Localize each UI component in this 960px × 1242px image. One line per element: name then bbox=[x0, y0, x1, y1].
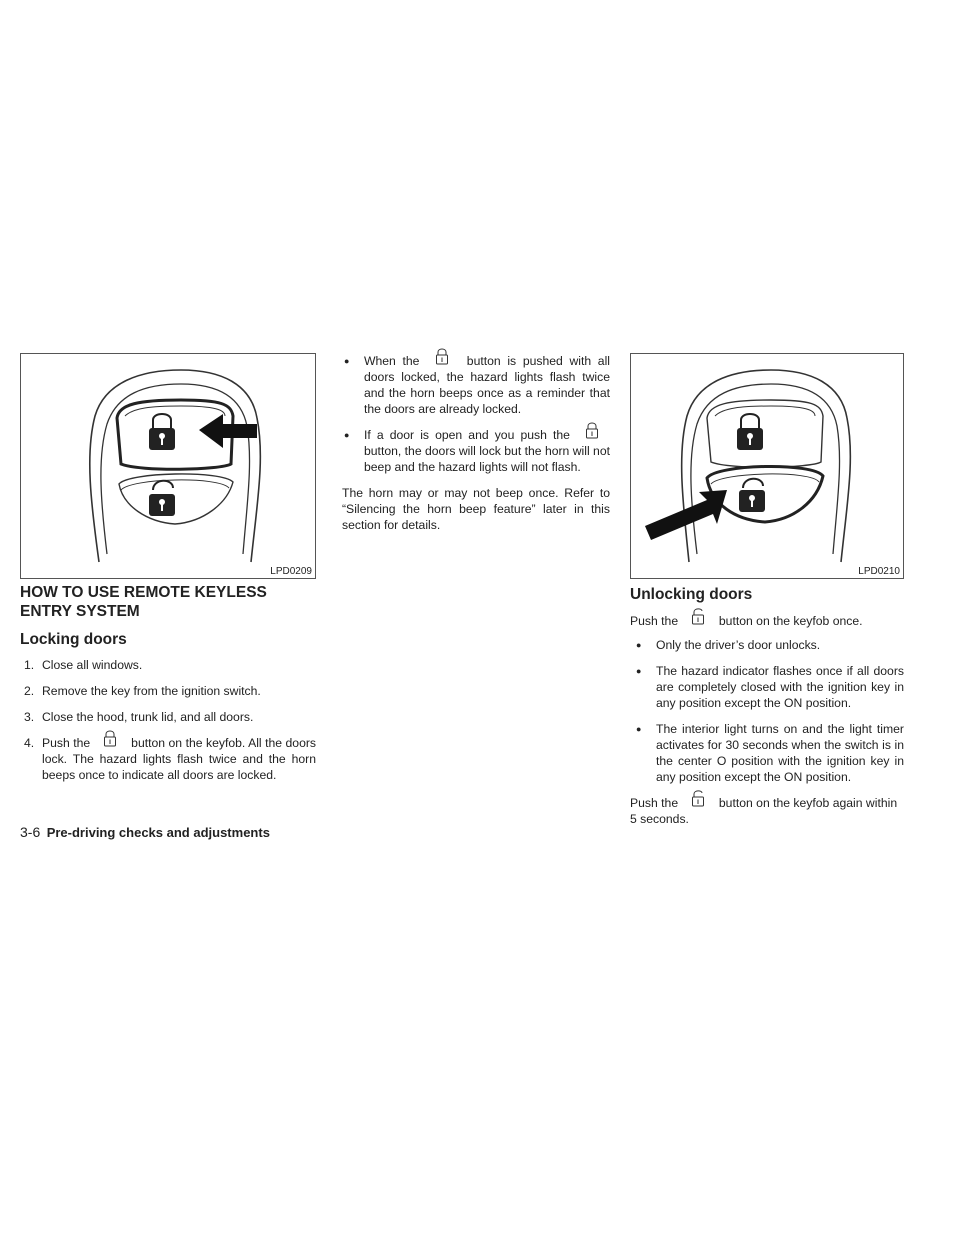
bullet: ● bbox=[344, 356, 350, 366]
figure-keyfob-unlock bbox=[630, 353, 904, 579]
left-column bbox=[20, 583, 316, 783]
bullet: ● bbox=[636, 724, 642, 734]
unlock-button-icon bbox=[682, 797, 716, 807]
list-item: ● The hazard indicator flashes once if all doors are completely closed with the ignition key in any position except the ON position. bbox=[636, 664, 904, 710]
horn-note-paragraph: The horn may or may not beep once. Refer to “Silencing the horn beep feature” later in this section for details. bbox=[342, 486, 610, 532]
unlock-outro: Push the button on the keyfob again within 5 seconds. bbox=[630, 795, 904, 827]
step-number: 2. bbox=[24, 684, 35, 698]
unlocking-doors-heading: Unlocking doors bbox=[630, 586, 753, 603]
figure-code: LPD0210 bbox=[858, 566, 900, 577]
list-item bbox=[24, 683, 316, 699]
list-item bbox=[24, 735, 316, 783]
figure-keyfob-lock bbox=[20, 353, 316, 579]
step-text: Remove the key from the ignition switch. bbox=[42, 684, 261, 698]
bullet: ● bbox=[636, 640, 642, 650]
right-column bbox=[630, 585, 904, 827]
section-heading: HOW TO USE REMOTE KEYLESS ENTRY SYSTEM bbox=[20, 584, 267, 620]
step-text: Push the button on the keyfob. All the doors lock. The hazard lights flash twice and the horn beeps once to indicate all doors are locked. bbox=[42, 735, 316, 783]
keyfob-unlock-illustration bbox=[631, 354, 903, 578]
section-title: Pre-driving checks and adjustments bbox=[46, 825, 270, 840]
page-number: 3-6 bbox=[20, 824, 41, 840]
step-text: Close the hood, trunk lid, and all doors. bbox=[42, 710, 254, 724]
lock-button-icon bbox=[426, 355, 460, 365]
step-number: 4. bbox=[24, 736, 35, 750]
list-item: ● The interior light turns on and the light timer activates for 30 seconds when the switch is in the center O position with the ignition key in any position except the ON position. bbox=[636, 722, 904, 784]
list-item: ● If a door is open and you push the button, the doors will lock but the horn will not beep and the hazard lights will not flash. bbox=[342, 427, 610, 475]
figure-code: LPD0209 bbox=[270, 566, 312, 577]
lock-button-icon bbox=[94, 737, 128, 747]
locking-doors-heading: Locking doors bbox=[20, 631, 127, 648]
keyfob-lock-illustration bbox=[21, 354, 315, 578]
unlock-bullets-list bbox=[630, 637, 904, 785]
list-item bbox=[24, 709, 316, 725]
lock-button-icon bbox=[576, 429, 610, 439]
step-text: Close all windows. bbox=[42, 658, 143, 672]
list-item: ● When the button is pushed with all doors locked, the hazard lights flash twice and the horn beeps once as a reminder that the doors are already locked. bbox=[342, 353, 610, 417]
list-item: ● Only the driver’s door unlocks. bbox=[636, 638, 821, 652]
step-number: 1. bbox=[24, 658, 35, 672]
page-footer bbox=[20, 824, 270, 842]
step-number: 3. bbox=[24, 710, 35, 724]
list-item bbox=[24, 657, 316, 673]
middle-column bbox=[342, 353, 610, 533]
unlock-intro: Push the button on the keyfob once. bbox=[630, 613, 904, 629]
bullet: ● bbox=[636, 666, 642, 676]
unlock-button-icon bbox=[682, 615, 716, 625]
bullet: ● bbox=[344, 430, 350, 440]
locking-steps-list bbox=[20, 657, 316, 783]
